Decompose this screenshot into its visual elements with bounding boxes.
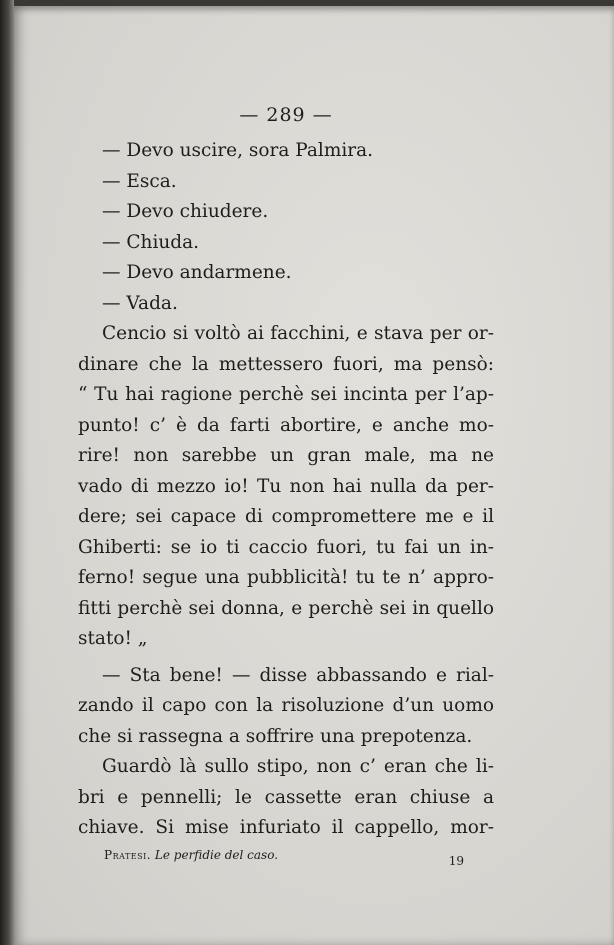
text-line: “ Tu hai ragione perchè sei incinta per l’ap- bbox=[78, 384, 494, 405]
text-line: punto! c’ è da farti abortire, e anche mo- bbox=[78, 414, 494, 436]
footer-author: Pratesi. bbox=[104, 848, 152, 862]
text-line: — Devo andarmene. bbox=[102, 262, 292, 283]
text-line: dinare che la mettessero fuori, ma pensò: bbox=[78, 353, 494, 375]
text-line: fitti perchè sei donna, e perchè sei in quello bbox=[78, 597, 494, 619]
text-lines bbox=[78, 136, 494, 844]
text-line: — Chiuda. bbox=[102, 231, 200, 253]
page-text-block bbox=[78, 104, 494, 844]
text-line: — Esca. bbox=[102, 170, 177, 192]
page-footer bbox=[104, 848, 464, 868]
text-line: stato! „ bbox=[78, 628, 148, 649]
page-number: — 289 — bbox=[239, 104, 333, 126]
text-line: Ghiberti: se io ti caccio fuori, tu fai un in- bbox=[78, 536, 494, 558]
text-line: rire! non sarebbe un gran male, ma ne bbox=[78, 445, 494, 466]
text-line: che si rassegna a soffrire una prepotenza. bbox=[78, 725, 473, 747]
text-line: — Sta bene! — disse abbassando e rial- bbox=[102, 664, 494, 686]
footer-title: Le perfidie del caso. bbox=[154, 848, 279, 862]
footer-signature: 19 bbox=[448, 854, 464, 868]
text-line: Cencio si voltò ai facchini, e stava per or- bbox=[102, 323, 494, 344]
text-line: vado di mezzo io! Tu non hai nulla da per- bbox=[78, 475, 494, 497]
text-line: — Devo uscire, sora Palmira. bbox=[102, 140, 374, 161]
text-line: Guardò là sullo stipo, non c’ eran che li- bbox=[102, 756, 494, 777]
text-line: ferno! segue una pubblicità! tu te n’ appro- bbox=[78, 567, 494, 588]
text-line: chiave. Si mise infuriato il cappello, mor- bbox=[78, 817, 494, 838]
text-line: dere; sei capace di compromettere me e il bbox=[78, 506, 494, 527]
text-line: — Devo chiudere. bbox=[102, 201, 269, 222]
text-line: bri e pennelli; le cassette eran chiuse a bbox=[78, 786, 494, 808]
book-binding-shadow bbox=[0, 0, 14, 945]
text-line: zando il capo con la risoluzione d’un uomo bbox=[78, 695, 494, 716]
text-line: — Vada. bbox=[102, 292, 178, 314]
